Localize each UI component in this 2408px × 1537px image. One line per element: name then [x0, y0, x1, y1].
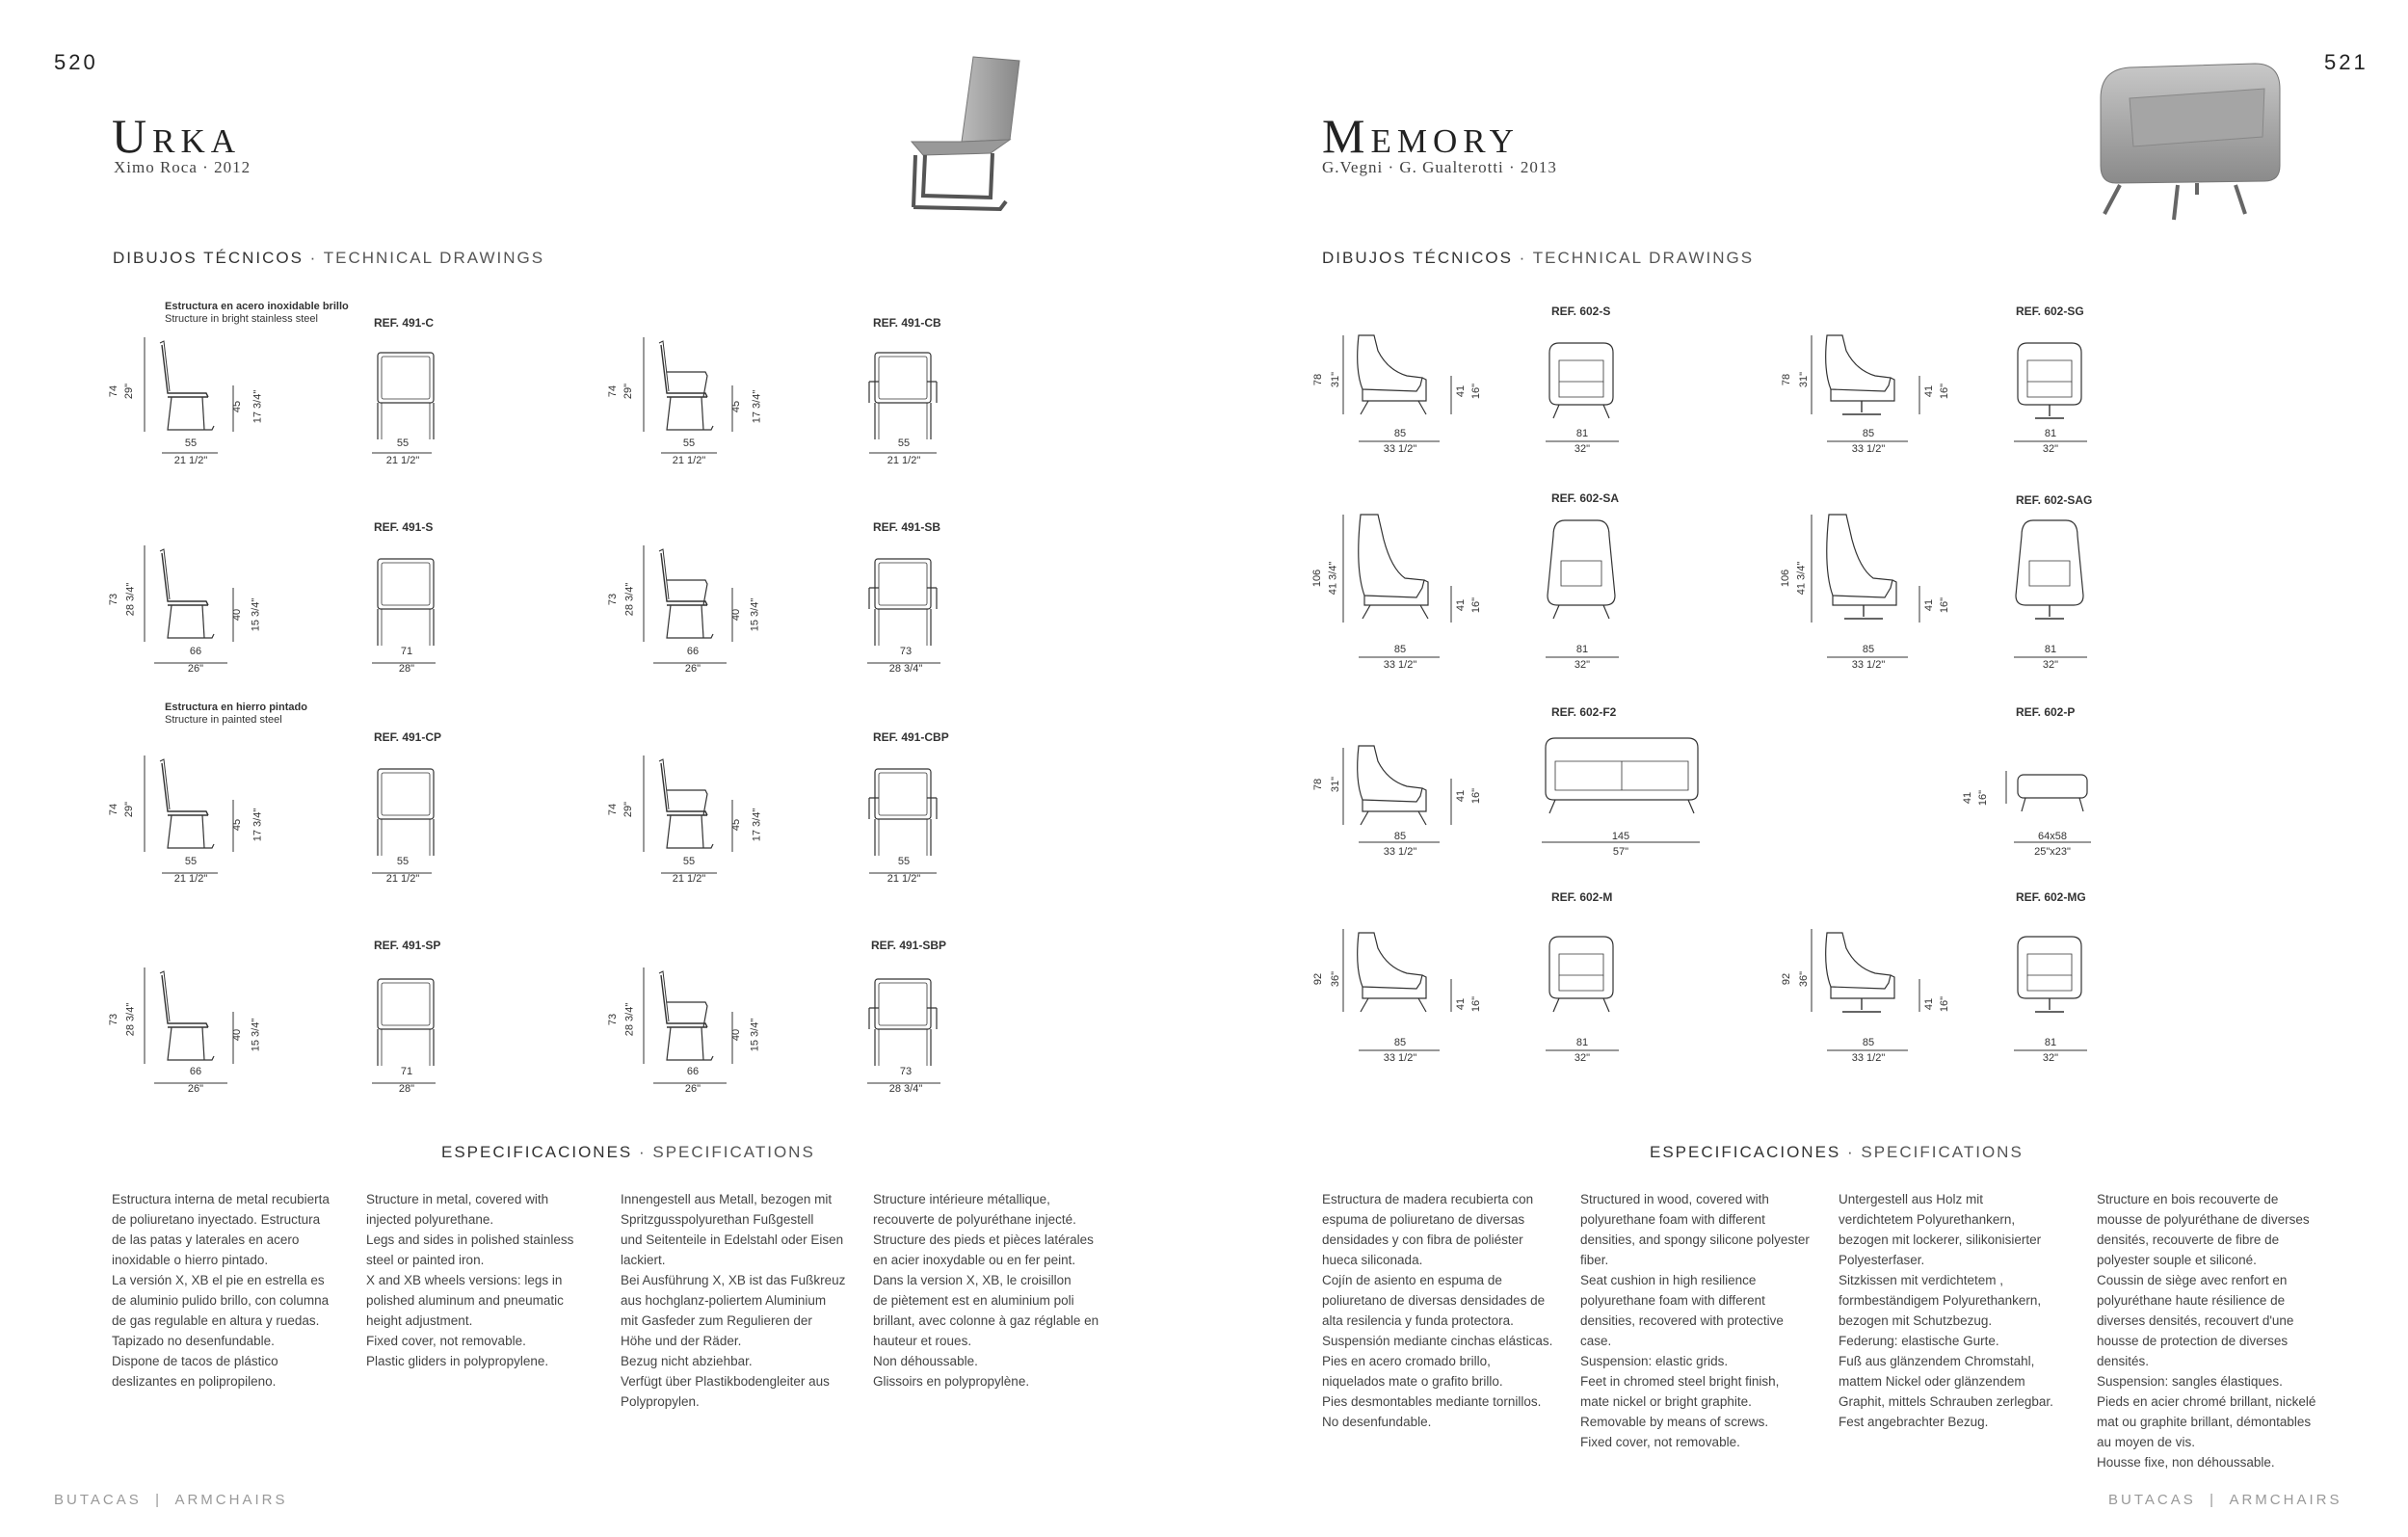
dim-seat-in: 15 3/4" [250, 1018, 262, 1052]
dim-width-in: 33 1/2" [1851, 443, 1886, 455]
dim-width: 71 [400, 1066, 413, 1077]
dim-height: 74 [108, 384, 120, 398]
dim-width: 55 [897, 856, 911, 867]
ref-label: REF. 602-SAG [2016, 493, 2093, 507]
dim-width: 66 [189, 646, 202, 657]
dim-height-in: 28 3/4" [623, 1002, 636, 1037]
dim-height: 74 [607, 803, 620, 816]
dim-seat: 40 [730, 1028, 743, 1042]
group-note-stainless: Estructura en acero inoxidable brillo Structure in bright stainless steel [165, 301, 349, 325]
dim-width-in: 21 1/2" [886, 873, 921, 885]
footer-right: BUTACAS | ARMCHAIRS [2108, 1492, 2342, 1508]
dim-seat-in: 16" [1939, 596, 1951, 614]
dim-width-in: 21 1/2" [672, 455, 706, 466]
footer-left: BUTACAS | ARMCHAIRS [54, 1492, 288, 1508]
dim-width-in: 32" [1574, 443, 1591, 455]
spec-text-en: Structure in metal, covered with injected polyurethane. Legs and sides in polished stainless steel or painted iron. X and XB wheels versions: legs in polished aluminum and pneumatic height adjustment. Fixed cover, not removable. Plastic gliders in polypropylene. [366, 1192, 574, 1368]
dim-seat: 41 [1455, 789, 1468, 803]
dim-width-in: 21 1/2" [672, 873, 706, 885]
dim-width: 55 [682, 856, 696, 867]
dim-seat: 41 [1455, 384, 1468, 398]
dim-height-in: 28 3/4" [124, 1002, 137, 1037]
dim-height: 106 [1780, 569, 1792, 588]
dim-width-in: 33 1/2" [1383, 443, 1417, 455]
dim-width-in: 28 3/4" [888, 1083, 923, 1095]
dim-width-in: 28 3/4" [888, 663, 923, 675]
dim-width-in: 21 1/2" [385, 455, 420, 466]
dim-seat-in: 16" [1939, 995, 1951, 1013]
ref-label: REF. 602-S [1551, 305, 1611, 318]
dim-seat-in: 15 3/4" [749, 597, 761, 632]
dim-height: 92 [1312, 972, 1325, 986]
dim-width: 66 [686, 646, 700, 657]
dim-width-in: 28" [398, 663, 415, 675]
dim-width-in: 21 1/2" [173, 873, 208, 885]
dim-width: 145 [1611, 831, 1630, 842]
dim-height-in: 41 3/4" [1795, 561, 1808, 596]
dim-height-in: 36" [1798, 970, 1811, 988]
dim-height: 73 [607, 593, 620, 606]
spec-text-de: Innengestell aus Metall, bezogen mit Spritzgusspolyurethan Fußgestell und Seitenteile in Edelstahl oder Eisen lackiert. Bei Ausführung X, XB ist das Fußkreuz aus hochglanz-poliertem Aluminium mit Gasfeder zum Regulieren der Höhe und der Räder. Bezug nicht abziehbar. Verfügt über Plastikbodengleiter aus Polypropylen. [621, 1192, 846, 1409]
dim-width: 73 [899, 1066, 913, 1077]
technical-drawings-heading-right: DIBUJOS TÉCNICOS · TECHNICAL DRAWINGS [1322, 249, 1755, 267]
dim-height-in: 29" [123, 801, 136, 818]
ref-label: REF. 491-CP [374, 730, 442, 744]
dim-height-in: 28 3/4" [124, 582, 137, 617]
dim-width: 85 [1393, 428, 1407, 439]
spec-text-fr: Structure en bois recouverte de mousse de polyuréthane de diverses densités, recouverte de fibre de polyester souple et siliconé. Coussin de siège avec renfort en polyuréthane haute résilience de diverses densités, recouvert d'une housse de protection de diverses densités. Suspension: sangles élastiques. Pieds en acier chromé brillant, nickelé mat ou graphite brillant, démontables au moyen de vis. Housse fixe, non déhoussable. [2097, 1192, 2316, 1470]
product-title-memory: Memory [1322, 109, 1520, 163]
dim-width: 64x58 [2038, 831, 2067, 842]
page-number-left: 520 [54, 50, 98, 74]
ref-label: REF. 491-S [374, 520, 434, 534]
dim-width-in: 33 1/2" [1383, 846, 1417, 858]
page-number-right: 521 [2324, 50, 2368, 74]
dim-seat: 45 [231, 400, 244, 413]
dim-height: 78 [1781, 373, 1793, 386]
dim-width: 73 [899, 646, 913, 657]
dim-width: 85 [1862, 428, 1875, 439]
dim-width-in: 33 1/2" [1383, 1052, 1417, 1064]
dim-width: 66 [686, 1066, 700, 1077]
dim-seat: 40 [730, 608, 743, 622]
dim-seat-in: 16" [1470, 787, 1483, 805]
group-note-painted: Estructura en hierro pintado Structure in painted steel [165, 702, 307, 726]
technical-drawings-heading-left: DIBUJOS TÉCNICOS · TECHNICAL DRAWINGS [113, 249, 545, 267]
dim-height: 73 [108, 1013, 120, 1026]
dim-width: 55 [897, 437, 911, 449]
dim-width: 66 [189, 1066, 202, 1077]
dim-width: 85 [1393, 644, 1407, 655]
dim-height-in: 29" [123, 383, 136, 400]
dim-width: 81 [2044, 644, 2057, 655]
dim-width-in: 32" [1574, 1052, 1591, 1064]
dim-height-in: 31" [1330, 776, 1342, 793]
spec-text-de: Untergestell aus Holz mit verdichtetem Polyurethankern, bezogen mit lockerer, silikonisierter Polyesterfaser. Sitzkissen mit verdichtetem , formbeständigem Polyurethankern, bezogen mit Schutzbezug. Federung: elastische Gurte. Fuß aus glänzendem Chromstahl, mattem Nickel oder glänzendem Graphit, mittels Schrauben zerlegbar. Fest angebrachter Bezug. [1839, 1192, 2053, 1429]
dim-seat: 45 [231, 818, 244, 832]
dim-seat-in: 16" [1939, 383, 1951, 400]
dim-width: 55 [396, 437, 410, 449]
memory-dimension-lines [1204, 0, 2408, 1108]
dim-seat: 45 [730, 400, 743, 413]
ref-label: REF. 602-SA [1551, 491, 1620, 505]
ref-label: REF. 491-CB [873, 316, 941, 330]
dim-width-in: 21 1/2" [886, 455, 921, 466]
dim-height-in: 29" [622, 801, 635, 818]
dim-seat-in: 16" [1470, 596, 1483, 614]
dim-width: 81 [2044, 1037, 2057, 1048]
specifications-heading-right: ESPECIFICACIONES · SPECIFICATIONS [1650, 1143, 2024, 1161]
dim-height: 73 [108, 593, 120, 606]
dim-width-in: 32" [2042, 1052, 2059, 1064]
dim-seat: 41 [1923, 997, 1936, 1011]
dim-width-in: 28" [398, 1083, 415, 1095]
dim-width: 85 [1862, 644, 1875, 655]
dim-seat-in: 17 3/4" [251, 808, 264, 842]
dim-height-in: 36" [1330, 970, 1342, 988]
ref-label: REF. 491-C [374, 316, 435, 330]
dim-seat: 45 [730, 818, 743, 832]
dim-height: 73 [607, 1013, 620, 1026]
dim-width: 55 [682, 437, 696, 449]
dim-seat-in: 17 3/4" [751, 808, 763, 842]
dim-width: 85 [1862, 1037, 1875, 1048]
dim-height-in: 41 3/4" [1327, 561, 1339, 596]
specifications-heading-left: ESPECIFICACIONES · SPECIFICATIONS [441, 1143, 815, 1161]
dim-width-in: 57" [1612, 846, 1629, 858]
dim-seat-in: 16" [1470, 995, 1483, 1013]
dim-seat: 40 [231, 1028, 244, 1042]
dim-width-in: 26" [187, 1083, 204, 1095]
spec-text-es: Estructura interna de metal recubierta de poliuretano inyectado. Estructura de las patas y laterales en acero inoxidable o hierro pintado. La versión X, XB el pie en estrella es de aluminio pulido brillo, con columna de gas regulable en altura y ruedas. Tapizado no desenfundable. Dispone de tacos de plástico deslizantes en polipropileno. [112, 1192, 330, 1389]
spec-text-fr: Structure intérieure métallique, recouverte de polyuréthane injecté. Structure des pieds et pièces latérales en acier inoxydable ou en fer peint. Dans la version X, XB, le croisillon de piètement est en aluminium poli brillant, avec colonne à gaz réglable en hauteur et roues. Non déhoussable. Glissoirs en polypropylène. [873, 1192, 1099, 1389]
dim-seat: 41 [1455, 598, 1468, 612]
urka-dimension-lines [0, 0, 1204, 1108]
dim-height: 92 [1781, 972, 1793, 986]
dim-width: 81 [2044, 428, 2057, 439]
dim-seat: 40 [231, 608, 244, 622]
ref-label: REF. 491-SBP [871, 939, 947, 952]
dim-width: 81 [1575, 644, 1589, 655]
dim-width: 85 [1393, 831, 1407, 842]
dim-height: 74 [108, 803, 120, 816]
dim-width-in: 26" [684, 663, 701, 675]
dim-width-in: 33 1/2" [1383, 659, 1417, 671]
dim-seat-in: 15 3/4" [250, 597, 262, 632]
dim-width-in: 25"x23" [2034, 846, 2071, 858]
dim-height: 78 [1312, 778, 1325, 791]
dim-seat-in: 15 3/4" [749, 1018, 761, 1052]
dim-width-in: 32" [1574, 659, 1591, 671]
product-subtitle-memory: G.Vegni · G. Gualterotti · 2013 [1322, 158, 1557, 176]
dim-height: 78 [1312, 373, 1325, 386]
dim-height-in: 31" [1330, 371, 1342, 388]
dim-height-in: 29" [622, 383, 635, 400]
dim-width-in: 33 1/2" [1851, 659, 1886, 671]
dim-seat: 41 [1923, 598, 1936, 612]
dim-width: 55 [396, 856, 410, 867]
dim-width: 55 [184, 856, 198, 867]
dim-width: 71 [400, 646, 413, 657]
dim-height-in: 31" [1798, 371, 1811, 388]
dim-width: 55 [184, 437, 198, 449]
dim-seat-in: 16" [1977, 789, 1990, 807]
dim-width-in: 21 1/2" [173, 455, 208, 466]
dim-seat: 41 [1923, 384, 1936, 398]
dim-height: 74 [607, 384, 620, 398]
dim-seat-in: 17 3/4" [251, 389, 264, 424]
dim-seat-in: 17 3/4" [751, 389, 763, 424]
dim-seat: 41 [1962, 791, 1974, 805]
ref-label: REF. 602-F2 [1551, 705, 1617, 719]
dim-width: 81 [1575, 428, 1589, 439]
ref-label: REF. 602-SG [2016, 305, 2084, 318]
ref-label: REF. 491-SB [873, 520, 941, 534]
ref-label: REF. 491-SP [374, 939, 441, 952]
dim-seat-in: 16" [1470, 383, 1483, 400]
ref-label: REF. 602-MG [2016, 890, 2086, 904]
ref-label: REF. 491-CBP [873, 730, 949, 744]
product-title-urka: Urka [112, 109, 242, 163]
dim-width-in: 32" [2042, 659, 2059, 671]
dim-seat: 41 [1455, 997, 1468, 1011]
ref-label: REF. 602-M [1551, 890, 1613, 904]
dim-width-in: 33 1/2" [1851, 1052, 1886, 1064]
dim-width: 81 [1575, 1037, 1589, 1048]
spec-text-en: Structured in wood, covered with polyurethane foam with different densities, and spongy silicone polyester fiber. Seat cushion in high resilience polyurethane foam with different densities, recovered with protective case. Suspension: elastic grids. Feet in chromed steel bright finish, mate nickel or bright graphite. Removable by means of screws. Fixed cover, not removable. [1580, 1192, 1810, 1449]
dim-height-in: 28 3/4" [623, 582, 636, 617]
dim-width: 85 [1393, 1037, 1407, 1048]
dim-width-in: 21 1/2" [385, 873, 420, 885]
spec-text-es: Estructura de madera recubierta con espuma de poliuretano de diversas densidades y con fibra de poliéster hueca siliconada. Cojín de asiento en espuma de poliuretano de diversas densidades de alta resilencia y funda protectora. Suspensión mediante cinchas elásticas. Pies en acero cromado brillo, niquelados mate o grafito brillo. Pies desmontables mediante tornillos. No desenfundable. [1322, 1192, 1553, 1429]
dim-height: 106 [1311, 569, 1324, 588]
dim-width-in: 26" [684, 1083, 701, 1095]
dim-width-in: 26" [187, 663, 204, 675]
product-subtitle-urka: Ximo Roca · 2012 [114, 158, 251, 176]
dim-width-in: 32" [2042, 443, 2059, 455]
ref-label: REF. 602-P [2016, 705, 2076, 719]
